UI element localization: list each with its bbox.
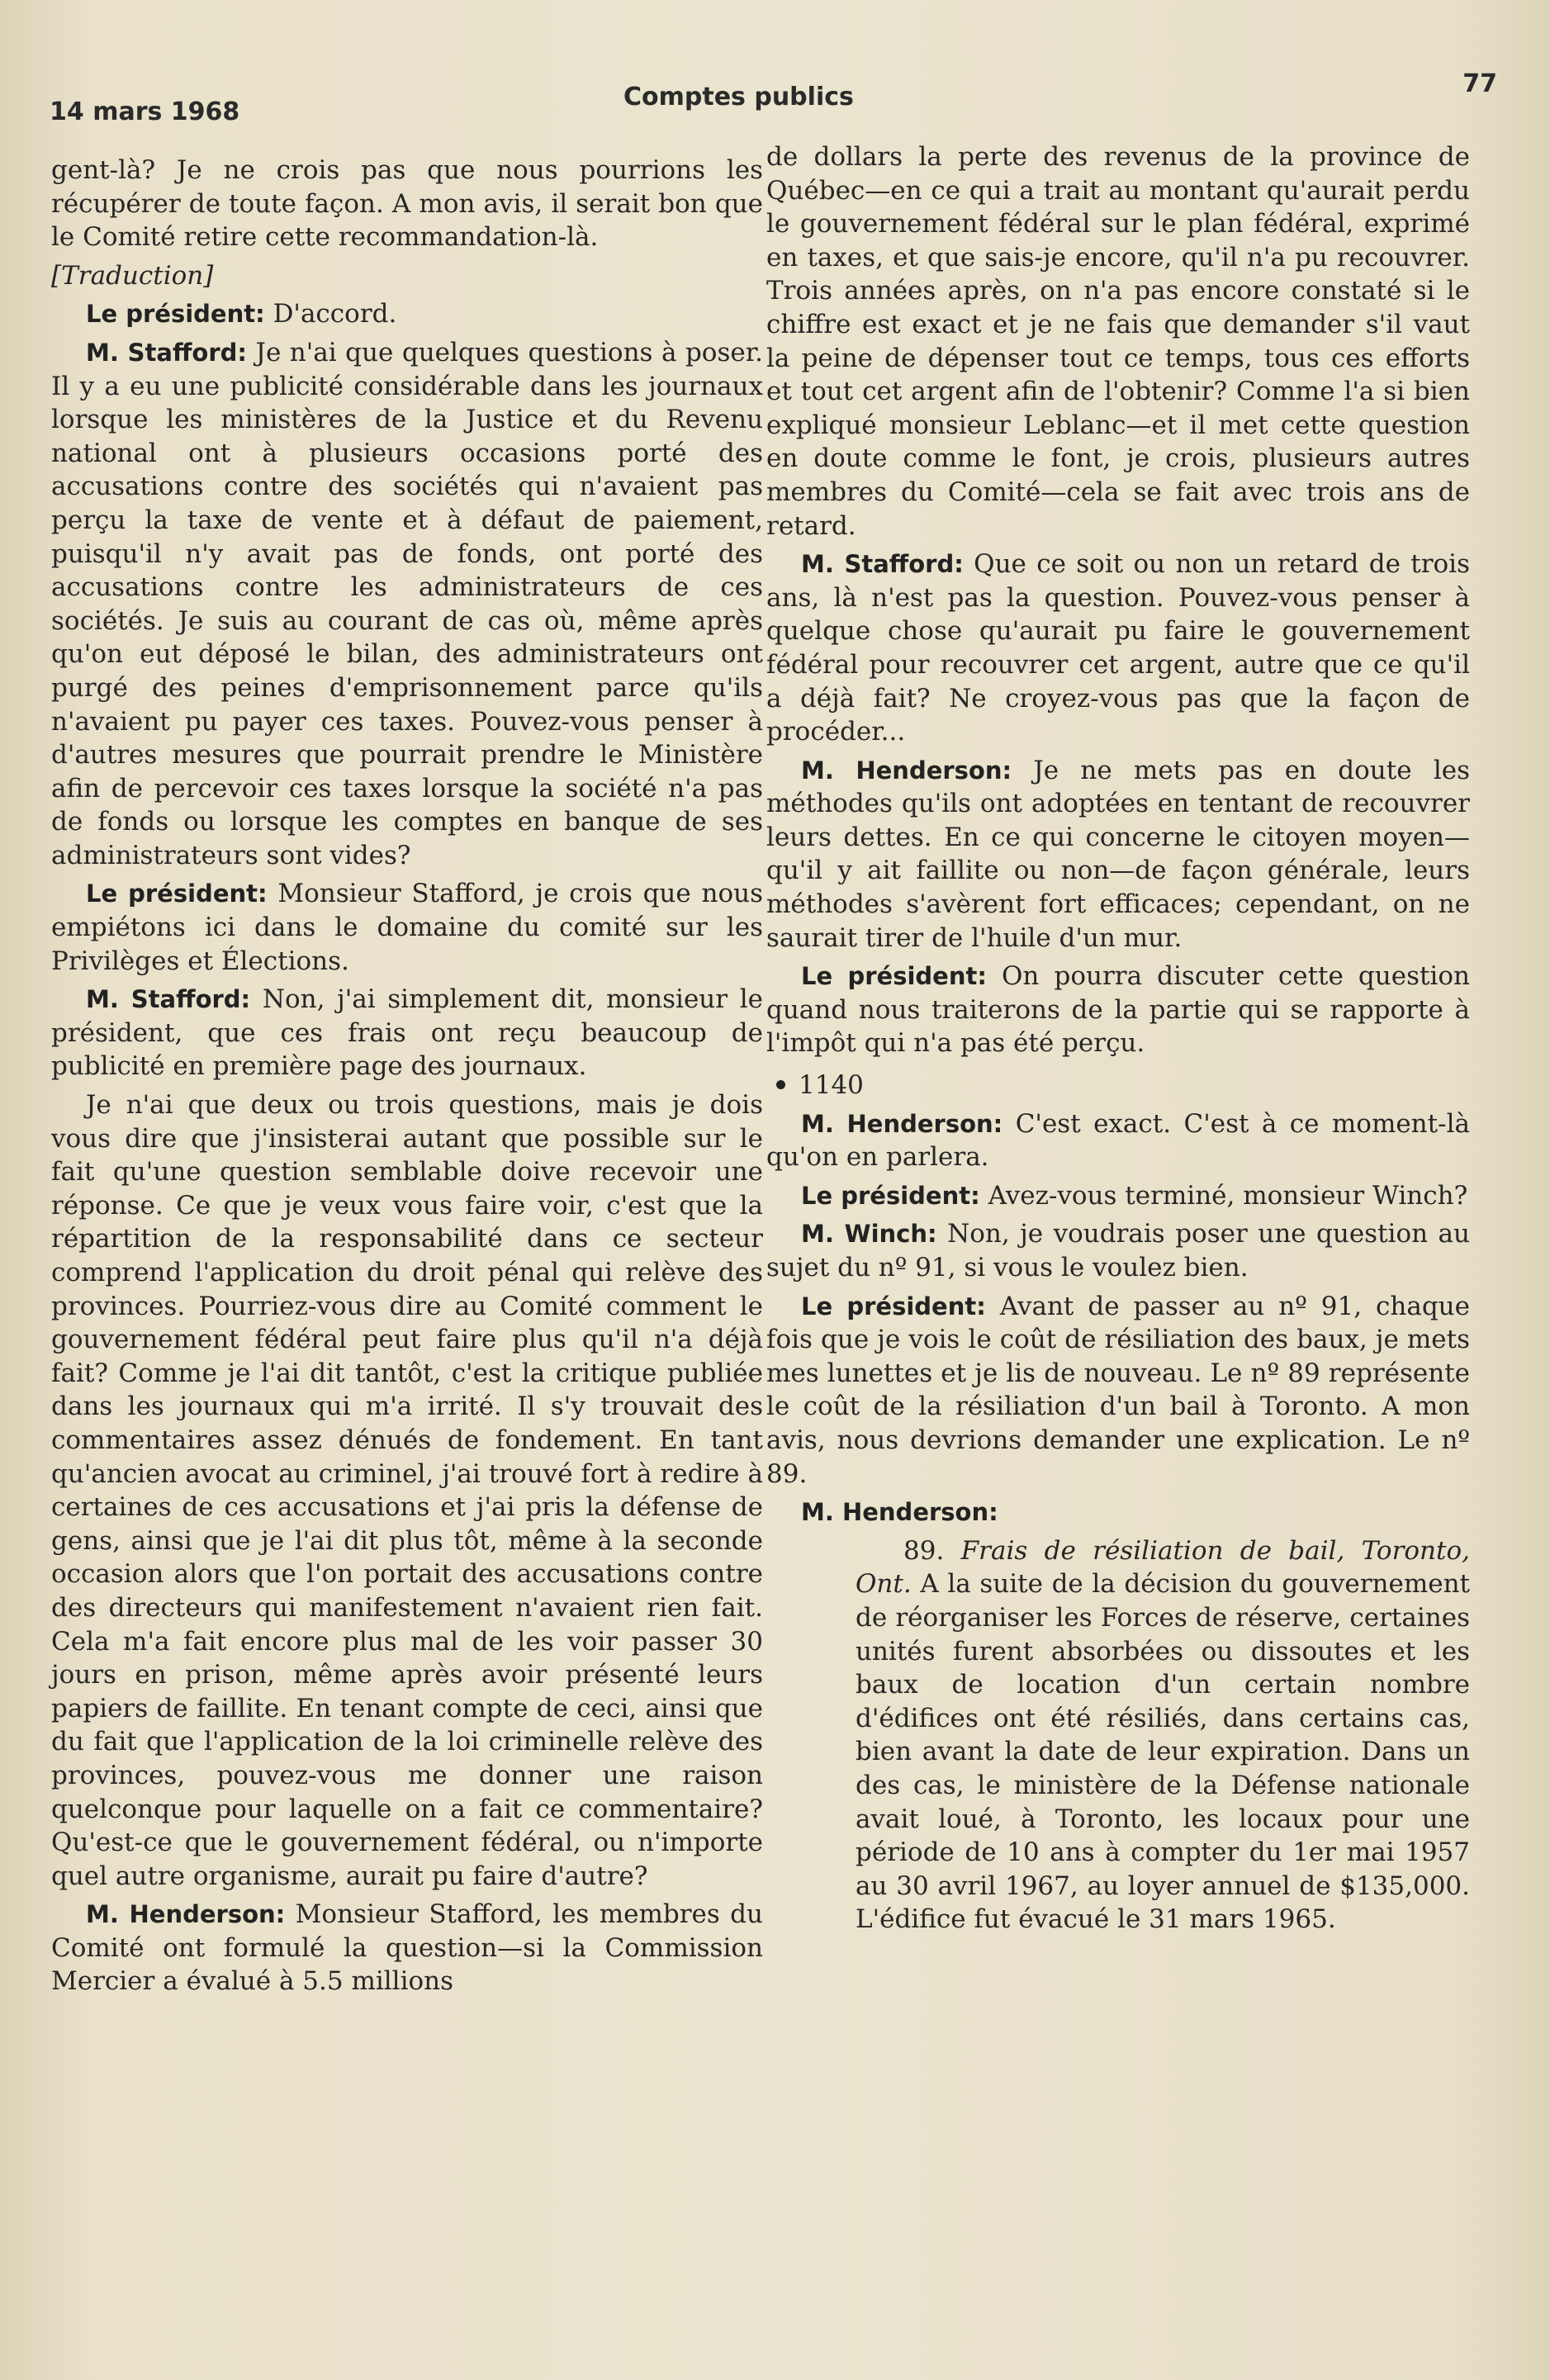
speech-text: On pourra discuter cette question quand nous traiterons de la partie qui se rapporte à l'impôt qui n'a pas été perçu.	[766, 961, 1470, 1059]
paragraph	[766, 1290, 1470, 1491]
speaker-name: Le président:	[801, 1181, 980, 1210]
speech-text: Non, je voudrais poser une question au sujet du nº 91, si vous le voulez bien.	[766, 1219, 1470, 1282]
paragraph	[51, 1898, 763, 1998]
paragraph	[766, 1217, 1470, 1284]
speech-text: C'est exact. C'est à ce moment-là qu'on en parlera.	[766, 1108, 1470, 1173]
paragraph	[766, 960, 1470, 1060]
speaker-name: Le président:	[801, 962, 987, 991]
quoted-item	[856, 1534, 1470, 1937]
speech-text: Monsieur Stafford, les membres du Comité ont formulé la question—si la Commission Mercier a évalué à 5.5 millions	[51, 1899, 763, 1997]
speech-text: Monsieur Stafford, je crois que nous empiétons ici dans le domaine du comité sur les Privilèges et Élections.	[51, 879, 763, 976]
speaker-name: M. Winch:	[801, 1220, 937, 1249]
paragraph	[51, 983, 763, 1083]
paragraph	[766, 548, 1470, 749]
speaker-name: Le président:	[801, 1292, 986, 1320]
paragraph: gent-là? Je ne crois pas que nous pourrions les récupérer de toute façon. A mon avis, il serait bon que le Comité retire cette recommandation-là.	[51, 155, 763, 253]
left-column	[51, 154, 763, 2003]
page-number: 77	[1462, 69, 1497, 98]
paragraph	[766, 1107, 1470, 1174]
bullet-icon	[776, 1080, 785, 1089]
paragraph	[51, 877, 763, 978]
item-text: A la suite de la décision du gouvernement de réorganiser les Forces de réserve, certaines unités furent absorbées ou dissoutes et les baux de location d'un certain nombre d'édifices ont été résiliés, dans certains cas, bien avant la date de leur expiration. Dans un des cas, le ministère de la Défense nationale avait loué, à Toronto, les locaux pour une période de 10 ans à compter du 1er mai 1957 au 30 avril 1967, au loyer annuel de $135,000. L'édifice fut évacué le 31 mars 1965.	[856, 1569, 1470, 1935]
page-header	[50, 69, 1500, 126]
paragraph	[766, 754, 1470, 955]
speaker-name: M. Henderson:	[86, 1900, 286, 1929]
speaker-name: M. Stafford:	[86, 338, 248, 367]
speaker-name: M. Henderson:	[801, 756, 1012, 785]
quoted-paragraph	[856, 1534, 1470, 1937]
paragraph: Je n'ai que deux ou trois questions, mais je dois vous dire que j'insisterai autant que possible sur le fait qu'une question semblable doive recevoir une réponse. Ce que je veux vous faire voir, c'est que la répartition de la responsabilité dans ce secteur comprend l'application du droit pénal qui relève des provinces. Pourriez-vous dire au Comité comment le gouvernement fédéral peut faire plus qu'il n'a déjà fait? Comme je l'ai dit tantôt, c'est la critique publiée dans les journaux qui m'a irrité. Il s'y trouvait des commentaires assez dénués de fondement. En tant qu'ancien avocat au criminel, j'ai trouvé fort à redire à certaines de ces accusations et j'ai pris la défense de gens, ainsi que je l'ai dit plus tôt, même à la seconde occasion alors que l'on portait des accusations contre des directeurs qui manifestement n'avaient rien fait. Cela m'a fait encore plus mal de les voir passer 30 jours en prison, même après avoir présenté leurs papiers de faillite. En tenant compte de ceci, ainsi que du fait que l'application de la loi criminelle relève des provinces, pouvez-vous me donner une raison quelconque pour laquelle on a fait ce commentaire? Qu'est-ce que le gouvernement fédéral, ou n'importe quel autre organisme, aurait pu faire d'autre?	[51, 1090, 763, 1891]
paragraph	[51, 336, 763, 873]
speaker-name: M. Henderson:	[801, 1498, 998, 1527]
speaker-name: Le président:	[86, 879, 268, 908]
paragraph	[766, 1179, 1470, 1213]
paragraph	[766, 1496, 1470, 1529]
paragraph	[51, 297, 763, 331]
speech-text: Que ce soit ou non un retard de trois ans, là n'est pas la question. Pouvez-vous penser à quelque chose qu'aurait pu faire le gouvernement fédéral pour recouvrer cet argent, autre que ce qu'il a déjà fait? Ne croyez-vous pas que la façon de procéder...	[766, 549, 1470, 747]
speech-text: D'accord.	[264, 299, 397, 330]
item-title: Frais de résiliation de bail, Toronto, Ont.	[856, 1535, 1471, 1600]
speaker-name: M. Stafford:	[801, 550, 964, 579]
speaker-name: Le président:	[86, 300, 265, 329]
header-title: Comptes publics	[623, 83, 854, 111]
paragraph: de dollars la perte des revenus de la province de Québec—en ce qui a trait au montant qu'aurait perdu le gouvernement fédéral sur le plan fédéral, exprimé en taxes, et que sais-je encore, qu'il n'a pu recouvrer. Trois années après, on n'a pas encore constaté si le chiffre est exact et je ne fais que demander s'il vaut la peine de dépenser tout ce temps, tous ces efforts et tout cet argent afin de l'obtenir? Comme l'a si bien expliqué monsieur Leblanc—et il met cette question en doute comme le font, je crois, plusieurs autres membres du Comité—cela se fait avec trois ans de retard.	[766, 142, 1470, 541]
item-number: 89.	[903, 1535, 945, 1566]
speech-text: Avant de passer au nº 91, chaque fois que je vois le coût de résiliation des baux, je mets mes lunettes et je lis de nouveau. Le nº 89 représente le coût de la résiliation d'un bail à Toronto. A mon avis, nous devrions demander une explication. Le nº 89.	[766, 1291, 1470, 1489]
speech-text: Je n'ai que quelques questions à poser. Il y a eu une publicité considérable dans les journaux lorsque les ministères de la Justice et du Revenu national ont à plusieurs occasions porté des accusations contre des sociétés qui n'avaient pas perçu la taxe de vente et à défaut de paiement, puisqu'il n'y avait pas de fonds, ont porté des accusations contre les administrateurs de ces sociétés. Je suis au courant de cas où, même après qu'on eut déposé le bilan, des administrateurs ont purgé des peines d'emprisonnement parce qu'ils n'avaient pu payer ces taxes. Pouvez-vous penser à d'autres mesures que pourrait prendre le Ministère afin de percevoir ces taxes lorsque la société n'a pas de fonds ou lorsque les comptes en banque de ses administrateurs sont vides?	[51, 337, 763, 870]
time-marker	[766, 1069, 1470, 1102]
header-date: 14 mars 1968	[50, 97, 240, 126]
speech-text: Je ne mets pas en doute les méthodes qu'ils ont adoptées en tentant de recouvrer leurs dettes. En ce qui concerne le citoyen moyen—qu'il y ait faillite ou non—de façon générale, leurs méthodes s'avèrent fort efficaces; cependant, on ne saurait tirer de l'huile d'un mur.	[766, 755, 1470, 953]
speech-text: Non, j'ai simplement dit, monsieur le président, que ces frais ont reçu beaucoup de publicité en première page des journaux.	[51, 984, 763, 1082]
right-column	[766, 140, 1470, 1941]
speaker-name: M. Stafford:	[86, 985, 251, 1014]
time-stamp: 1140	[799, 1070, 864, 1101]
speech-text: Avez-vous terminé, monsieur Winch?	[979, 1180, 1468, 1211]
speaker-name: M. Henderson:	[801, 1109, 1003, 1138]
traduction-note: [Traduction]	[51, 260, 214, 291]
